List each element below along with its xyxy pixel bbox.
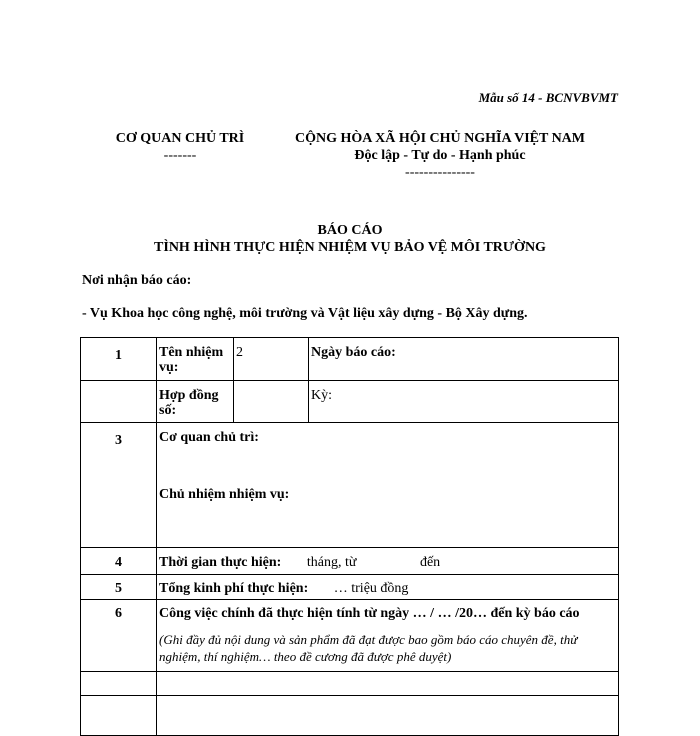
report-form-table bbox=[80, 337, 619, 736]
row-number: 6 bbox=[81, 600, 157, 672]
contract-number-label: Hợp đồng số: bbox=[157, 381, 234, 423]
task-leader-label: Chủ nhiệm nhiệm vụ: bbox=[159, 487, 290, 502]
work-done-note: (Ghi đầy đủ nội dung và sản phẩm đã đạt được bao gồm báo cáo chuyên đề, thử nghiệm, thí nghiệm… theo đề cương đã được phê duyệt) bbox=[159, 632, 578, 664]
table-row bbox=[81, 672, 619, 696]
row-number: 3 bbox=[81, 423, 157, 548]
agency-name: CƠ QUAN CHỦ TRÌ bbox=[115, 131, 245, 146]
task-name-label: Tên nhiệm vụ: bbox=[157, 338, 234, 381]
agency-block bbox=[100, 130, 260, 164]
table-row bbox=[81, 423, 619, 548]
recipient-line: - Vụ Khoa học công nghệ, môi trường và Vật liệu xây dựng - Bộ Xây dựng. bbox=[82, 306, 528, 321]
row-number: 1 bbox=[81, 338, 157, 381]
field-number: 2 bbox=[234, 338, 309, 381]
form-code: Mẫu số 14 - BCNVBVMT bbox=[478, 90, 618, 105]
budget-label: Tổng kinh phí thực hiện: bbox=[159, 581, 309, 596]
report-title-line2: TÌNH HÌNH THỰC HIỆN NHIỆM VỤ BẢO VỆ MÔI TRƯỜNG bbox=[154, 240, 546, 255]
work-done-cell bbox=[157, 600, 619, 672]
budget-value: … triệu đồng bbox=[333, 581, 409, 596]
report-date-label: Ngày báo cáo: bbox=[309, 338, 619, 381]
motto-rule: --------------- bbox=[405, 165, 475, 180]
empty-cell[interactable] bbox=[157, 696, 619, 736]
work-done-label: Công việc chính đã thực hiện tính từ ngày … / … /20… đến kỳ báo cáo bbox=[159, 606, 580, 621]
table-row bbox=[81, 696, 619, 736]
duration-label: Thời gian thực hiện: bbox=[159, 555, 282, 570]
table-row bbox=[81, 381, 619, 423]
work-done-entry[interactable] bbox=[157, 672, 619, 696]
table-row bbox=[81, 600, 619, 672]
table-row bbox=[81, 338, 619, 381]
agency-rule: ------- bbox=[163, 148, 197, 163]
table-row bbox=[81, 575, 619, 600]
period-label: Kỳ: bbox=[309, 381, 619, 423]
table-row bbox=[81, 548, 619, 575]
duration-to: đến bbox=[419, 555, 441, 570]
agency-cell bbox=[157, 423, 619, 548]
nation-name: CỘNG HÒA XÃ HỘI CHỦ NGHĨA VIỆT NAM bbox=[294, 131, 585, 146]
report-title bbox=[80, 222, 620, 256]
duration-from: tháng, từ bbox=[306, 555, 357, 570]
empty-cell bbox=[81, 381, 157, 423]
recipient-label: Nơi nhận báo cáo: bbox=[82, 273, 192, 288]
nation-block bbox=[280, 130, 600, 181]
contract-number-value[interactable] bbox=[234, 381, 309, 423]
budget-cell bbox=[157, 575, 619, 600]
host-agency-label: Cơ quan chủ trì: bbox=[159, 430, 259, 445]
empty-cell bbox=[81, 672, 157, 696]
duration-cell bbox=[157, 548, 619, 575]
row-number: 5 bbox=[81, 575, 157, 600]
report-title-line1: BÁO CÁO bbox=[317, 223, 383, 238]
row-number: 4 bbox=[81, 548, 157, 575]
empty-cell bbox=[81, 696, 157, 736]
motto: Độc lập - Tự do - Hạnh phúc bbox=[354, 148, 526, 163]
